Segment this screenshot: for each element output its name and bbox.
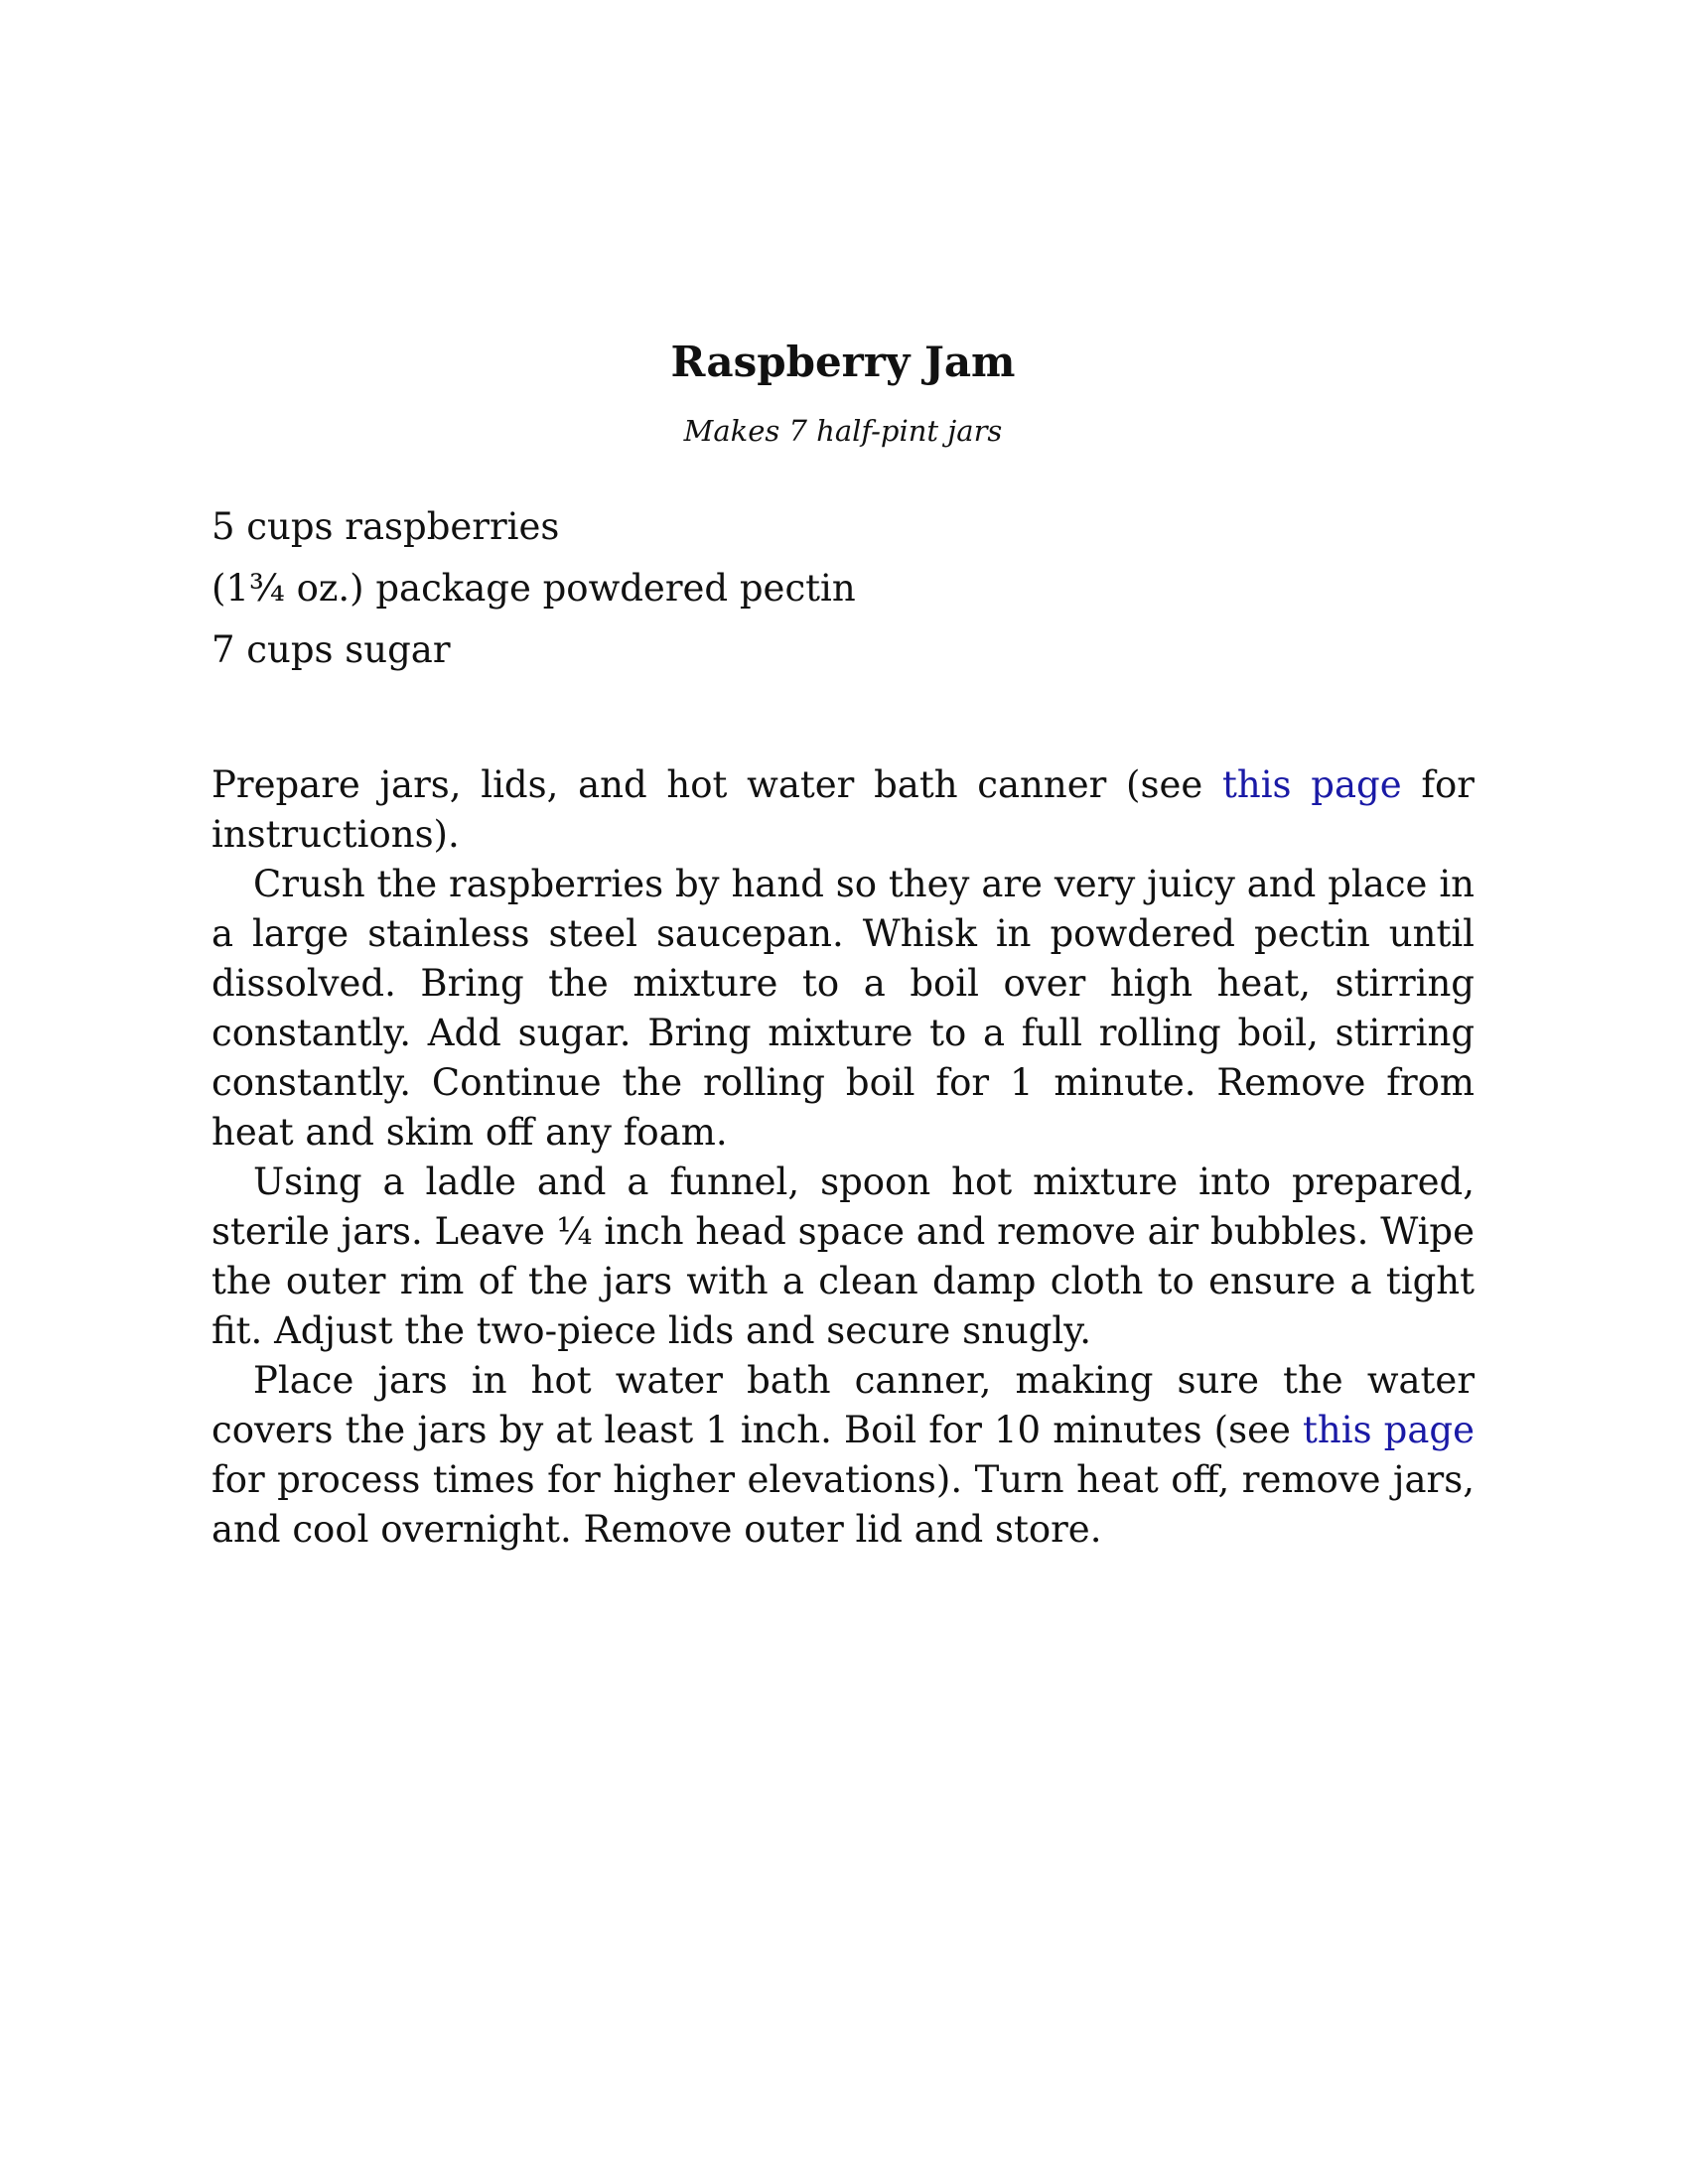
instruction-text: for instructions).: [211, 763, 1475, 856]
ingredient-list: [211, 496, 1475, 681]
instruction-text: for process times for higher elevations). Turn heat off, remove jars, and cool overnight. Remove outer lid and store.: [211, 1458, 1475, 1551]
instruction-paragraph: Crush the raspberries by hand so they are very juicy and place in a large stainless steel saucepan. Whisk in powdered pectin until dissolved. Bring the mixture to a boil over high heat, stirring constantly. Add sugar. Bring mixture to a full rolling boil, stirring constantly. Continue the rolling boil for 1 minute. Remove from heat and skim off any foam.: [211, 863, 1475, 1154]
process-times-link[interactable]: this page: [1303, 1409, 1476, 1451]
recipe-yield: Makes 7 half-pint jars: [683, 414, 1003, 448]
instruction-text: Prepare jars, lids, and hot water bath canner (see: [211, 763, 1222, 806]
instruction-paragraph: [211, 1356, 1475, 1555]
instructions: [211, 760, 1475, 1555]
instruction-paragraph: Using a ladle and a funnel, spoon hot mixture into prepared, sterile jars. Leave ¼ inch head space and remove air bubbles. Wipe the outer rim of the jars with a clean damp cloth to ensure a tight fit. Adjust the two-piece lids and secure snugly.: [211, 1160, 1475, 1352]
ingredient-item: (1¾ oz.) package powdered pectin: [211, 567, 856, 610]
ingredient-item: 5 cups raspberries: [211, 505, 560, 548]
ingredient-item: 7 cups sugar: [211, 628, 451, 671]
instruction-paragraph: [211, 760, 1475, 860]
instruction-text: Place jars in hot water bath canner, making sure the water covers the jars by at least 1 inch. Boil for 10 minutes (see: [211, 1359, 1475, 1451]
canner-instructions-link[interactable]: this page: [1222, 763, 1402, 806]
recipe-page: [211, 338, 1475, 1555]
recipe-title: Raspberry Jam: [670, 338, 1016, 386]
